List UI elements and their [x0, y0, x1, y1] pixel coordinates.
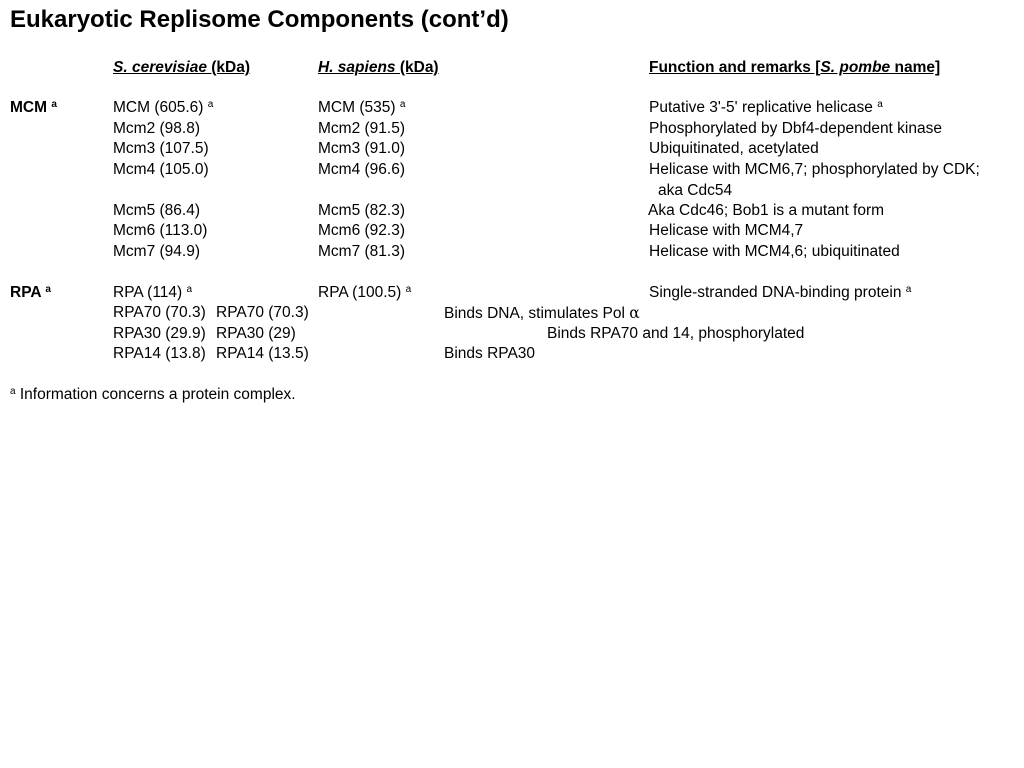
superscript-a: a [207, 99, 214, 110]
mcm7-func: Helicase with MCM4,6; ubiquitinated [649, 243, 900, 260]
rpa70-sc: RPA70 (70.3) [113, 304, 206, 321]
rpa70-hs: RPA70 (70.3) [216, 304, 309, 321]
rpa14-func: Binds RPA30 [444, 345, 536, 362]
rpa-func-text: Single-stranded DNA-binding protein [649, 284, 906, 301]
page-title: Eukaryotic Replisome Components (cont’d) [10, 6, 509, 33]
mcm3-hs: Mcm3 (91.0) [318, 140, 405, 157]
rpa-sc-text: RPA (114) [113, 284, 187, 301]
rpa-label [10, 283, 51, 303]
mcm-func-text: Putative 3'-5' replicative helicase [649, 99, 878, 116]
header-function-species: S. pombe [820, 59, 891, 76]
header-h-sapiens-species: H. sapiens [318, 59, 396, 76]
footnote-text: Information concerns a protein complex. [15, 386, 296, 403]
mcm4-sc: Mcm4 (105.0) [113, 161, 209, 178]
rpa70-func-text: Binds DNA, stimulates Pol [444, 305, 630, 322]
superscript-a: a [186, 284, 193, 295]
header-function [649, 58, 940, 78]
superscript-a: a [399, 99, 406, 110]
header-s-cerevisiae-species: S. cerevisiae [113, 59, 207, 76]
mcm-label [10, 98, 57, 118]
superscript-a: a [45, 284, 51, 295]
mcm3-func: Ubiquitinated, acetylated [649, 140, 819, 157]
rpa30-sc: RPA30 (29.9) [113, 325, 206, 342]
mcm2-hs: Mcm2 (91.5) [318, 120, 405, 137]
mcm2-sc: Mcm2 (98.8) [113, 120, 200, 137]
mcm7-sc: Mcm7 (94.9) [113, 243, 200, 260]
rpa-hs-text: RPA (100.5) [318, 284, 406, 301]
rpa30-func: Binds RPA70 and 14, phosphorylated [547, 325, 805, 342]
superscript-a: a [405, 284, 412, 295]
header-function-post: name] [890, 59, 941, 76]
mcm6-hs: Mcm6 (92.3) [318, 222, 405, 239]
rpa-label-text: RPA [10, 284, 41, 301]
mcm4-func-continuation: aka Cdc54 [658, 182, 733, 199]
mcm-func-cell [649, 98, 883, 118]
mcm5-hs: Mcm5 (82.3) [318, 202, 405, 219]
superscript-a: a [51, 99, 57, 110]
mcm6-sc: Mcm6 (113.0) [113, 222, 208, 239]
footnote [10, 385, 296, 405]
rpa-hs-cell [318, 283, 411, 303]
mcm5-sc: Mcm5 (86.4) [113, 202, 200, 219]
superscript-a: a [877, 99, 883, 110]
mcm-label-text: MCM [10, 99, 48, 116]
mcm5-func: Aka Cdc46; Bob1 is a mutant form [648, 202, 885, 219]
mcm3-sc: Mcm3 (107.5) [113, 140, 209, 157]
mcm6-func: Helicase with MCM4,7 [649, 222, 804, 239]
rpa14-hs: RPA14 (13.5) [216, 345, 309, 362]
mcm7-hs: Mcm7 (81.3) [318, 243, 405, 260]
header-h-sapiens-unit: (kDa) [395, 59, 439, 76]
mcm2-func: Phosphorylated by Dbf4-dependent kinase [649, 120, 942, 137]
header-function-pre: Function and remarks [ [649, 59, 821, 76]
mcm-sc-cell [113, 98, 213, 118]
header-s-cerevisiae-unit: (kDa) [206, 59, 251, 76]
rpa70-func [444, 303, 640, 324]
footnote-mark: a [10, 386, 16, 397]
mcm-sc-text: MCM (605.6) [113, 99, 208, 116]
mcm4-hs: Mcm4 (96.6) [318, 161, 405, 178]
rpa30-hs: RPA30 (29) [216, 325, 296, 342]
mcm-hs-text: MCM (535) [318, 99, 400, 116]
header-s-cerevisiae [113, 58, 250, 78]
alpha-symbol: α [629, 304, 640, 322]
header-h-sapiens [318, 58, 439, 78]
mcm-hs-cell [318, 98, 405, 118]
rpa-sc-cell [113, 283, 192, 303]
mcm4-func: Helicase with MCM6,7; phosphorylated by CDK; [649, 161, 980, 178]
rpa-func-cell [649, 283, 911, 303]
rpa14-sc: RPA14 (13.8) [113, 345, 206, 362]
superscript-a: a [905, 284, 912, 295]
